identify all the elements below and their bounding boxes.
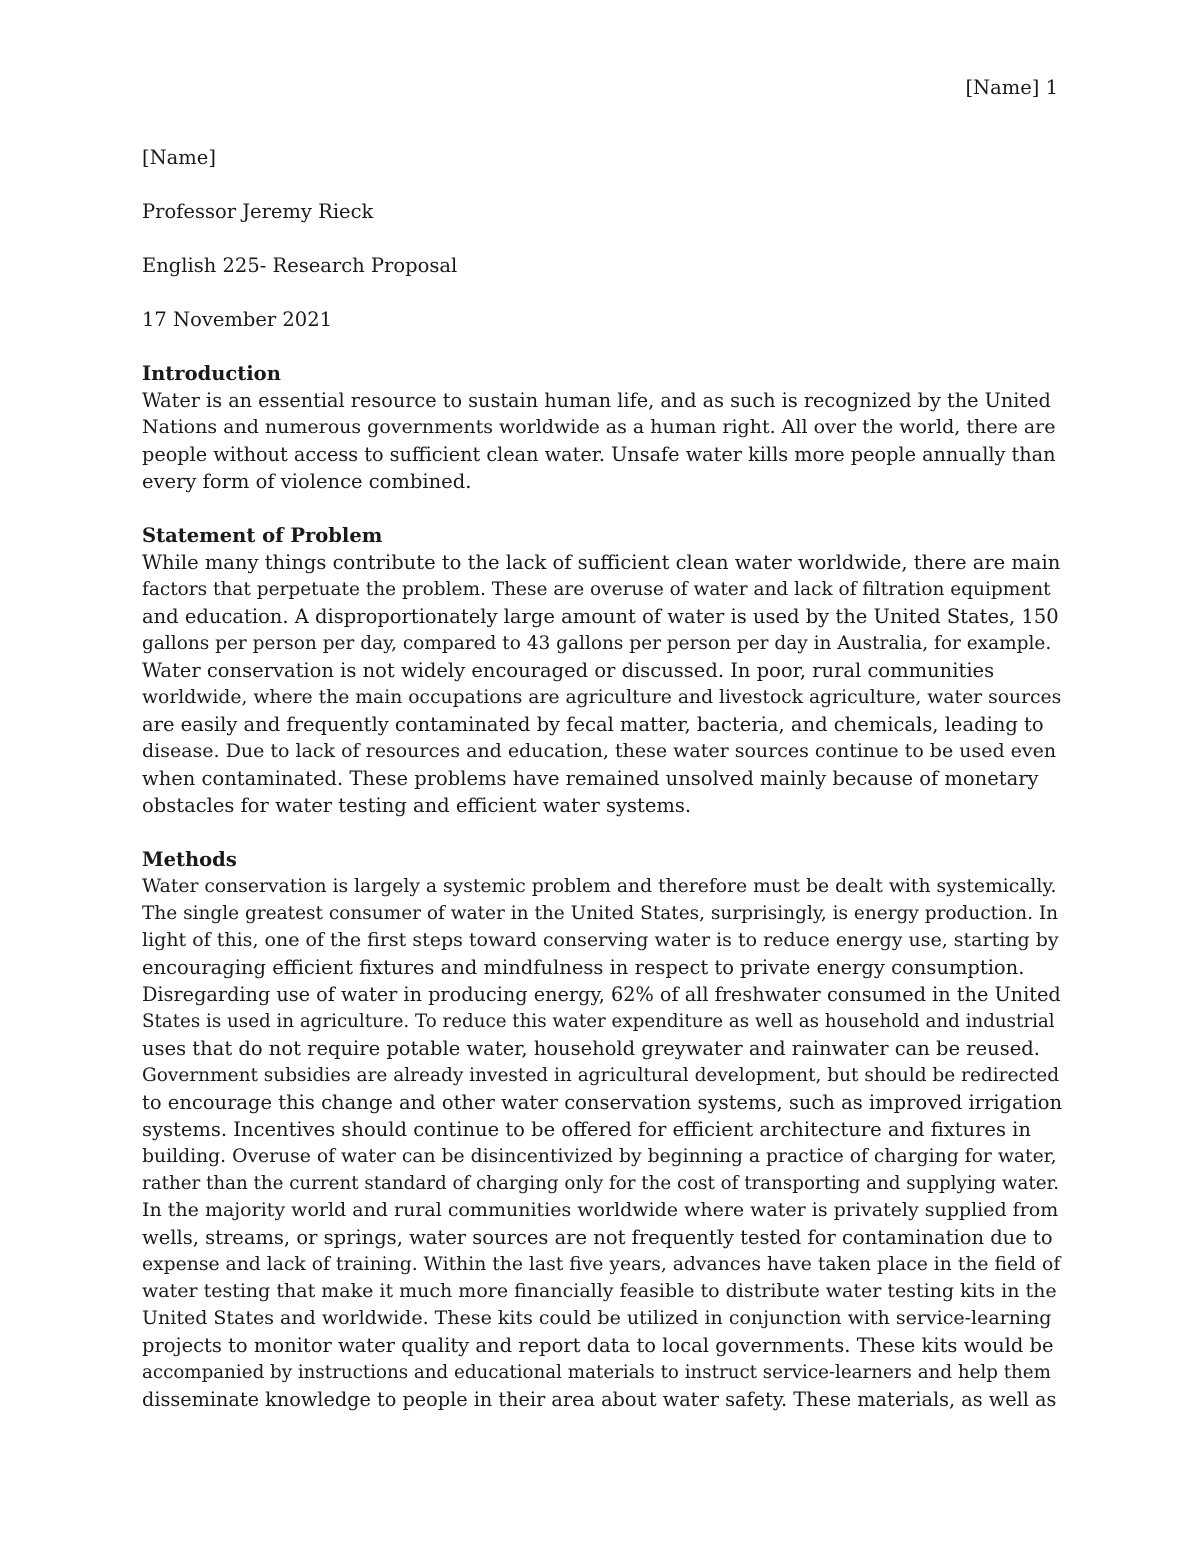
paragraph-line: The single greatest consumer of water in the United States, surprisingly, is energy production. In (142, 903, 1059, 924)
paragraph-line: building. Overuse of water can be disincentivized by beginning a practice of charging for water, (142, 1146, 1057, 1167)
paragraph-line: every form of violence combined. (142, 470, 472, 493)
paragraph-line: light of this, one of the first steps toward conserving water is to reduce energy use, starting by (142, 929, 1059, 951)
paragraph-line: disseminate knowledge to people in their area about water safety. These materials, as well as (142, 1388, 1057, 1411)
paragraph-line: Water is an essential resource to sustain human life, and as such is recognized by the United (142, 389, 1051, 412)
paragraph-line: gallons per person per day, compared to 43 gallons per person per day in Australia, for example. (142, 633, 1052, 654)
section-heading: Introduction (142, 362, 281, 385)
professor-name: Professor Jeremy Rieck (142, 200, 374, 223)
section-paragraph (142, 549, 1062, 819)
section-heading: Statement of Problem (142, 524, 383, 547)
paragraph-line: water testing that make it much more financially feasible to distribute water testing kits in the (142, 1280, 1057, 1302)
paragraph-line: Water conservation is not widely encouraged or discussed. In poor, rural communities (142, 659, 995, 682)
paragraph-line: Disregarding use of water in producing energy, 62% of all freshwater consumed in the United (142, 983, 1061, 1006)
paragraph-line: Water conservation is largely a systemic problem and therefore must be dealt with systemically. (142, 876, 1057, 897)
section-methods (142, 846, 1062, 1413)
section-paragraph (142, 387, 1062, 495)
paragraph-line: expense and lack of training. Within the last five years, advances have taken place in the field of (142, 1254, 1061, 1275)
paragraph-line: wells, streams, or springs, water sources are not frequently tested for contamination due to (142, 1226, 1053, 1249)
paragraph-line: encouraging efficient fixtures and mindfulness in respect to private energy consumption. (142, 956, 1025, 979)
paragraph-line: uses that do not require potable water, household greywater and rainwater can be reused. (142, 1037, 1040, 1060)
paragraph-line: factors that perpetuate the problem. These are overuse of water and lack of filtration equipment (142, 579, 1051, 600)
section-heading: Methods (142, 848, 237, 871)
section-statement-of-problem (142, 522, 1062, 819)
paragraph-line: people without access to sufficient clean water. Unsafe water kills more people annually than (142, 443, 1056, 466)
paragraph-line: Nations and numerous governments worldwide as a human right. All over the world, there are (142, 416, 1056, 438)
paragraph-line: are easily and frequently contaminated by fecal matter, bacteria, and chemicals, leading to (142, 713, 1044, 736)
paragraph-line: rather than the current standard of charging only for the cost of transporting and supplying water. (142, 1173, 1060, 1194)
paragraph-line: While many things contribute to the lack of sufficient clean water worldwide, there are main (142, 551, 1061, 574)
course-title: English 225- Research Proposal (142, 254, 458, 277)
paragraph-line: accompanied by instructions and educational materials to instruct service-learners and help them (142, 1362, 1051, 1383)
section-paragraph (142, 873, 1062, 1413)
document-date: 17 November 2021 (142, 308, 333, 331)
paragraph-line: to encourage this change and other water conservation systems, such as improved irrigation (142, 1091, 1063, 1114)
paragraph-line: worldwide, where the main occupations are agriculture and livestock agriculture, water sources (142, 687, 1062, 708)
section-introduction (142, 360, 1062, 495)
paragraph-line: United States and worldwide. These kits could be utilized in conjunction with service-learning (142, 1307, 1052, 1329)
student-name: [Name] (142, 146, 216, 169)
paragraph-line: In the majority world and rural communities worldwide where water is privately supplied from (142, 1199, 1059, 1221)
paragraph-line: and education. A disproportionately large amount of water is used by the United States, 150 (142, 605, 1059, 628)
paragraph-line: disease. Due to lack of resources and education, these water sources continue to be used even (142, 740, 1057, 762)
paragraph-line: States is used in agriculture. To reduce this water expenditure as well as household and industrial (142, 1011, 1055, 1032)
paragraph-line: obstacles for water testing and efficient water systems. (142, 794, 692, 817)
paragraph-line: projects to monitor water quality and report data to local governments. These kits would be (142, 1334, 1054, 1357)
document-body (142, 144, 1062, 1440)
paragraph-line: when contaminated. These problems have remained unsolved mainly because of monetary (142, 767, 1039, 790)
paragraph-line: systems. Incentives should continue to be offered for efficient architecture and fixtures in (142, 1118, 1031, 1141)
paragraph-line: Government subsidies are already invested in agricultural development, but should be redirected (142, 1065, 1060, 1086)
running-head: [Name] 1 (965, 76, 1058, 99)
